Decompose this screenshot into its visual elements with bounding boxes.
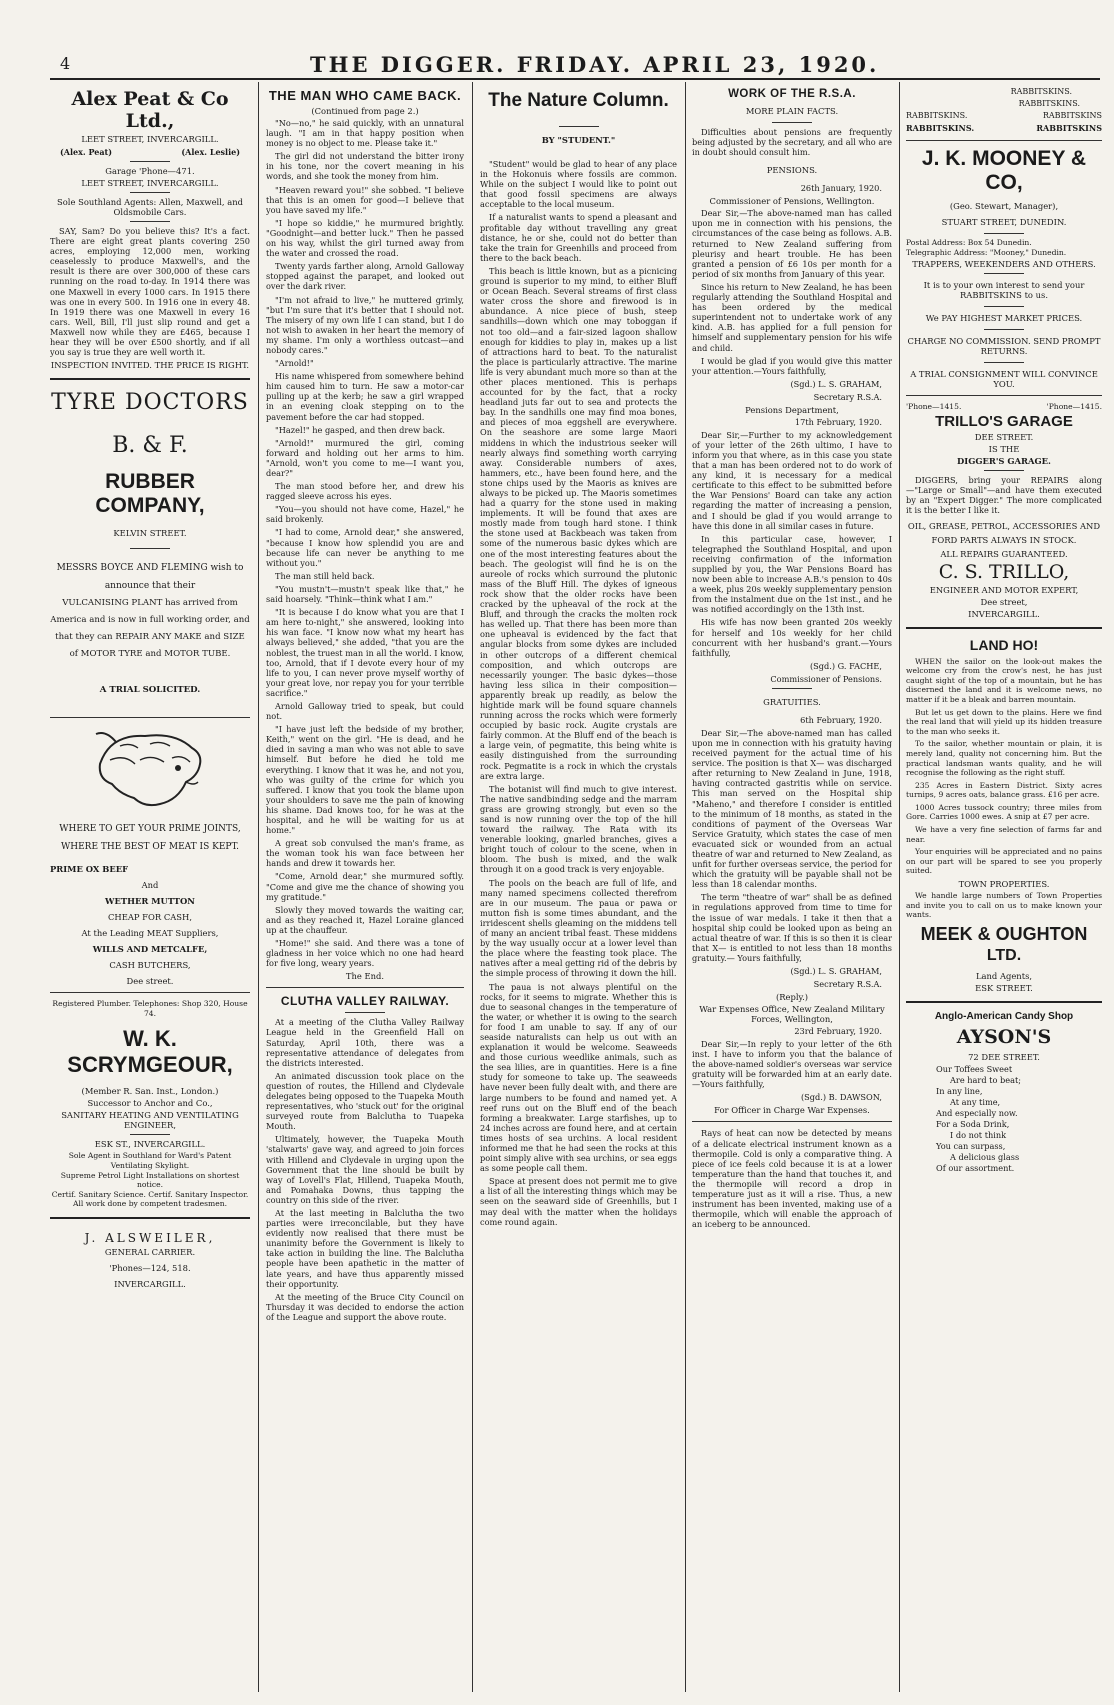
peat-footer: INSPECTION INVITED. THE PRICE IS RIGHT.	[50, 360, 250, 371]
poem-line: At any time,	[950, 1096, 1001, 1107]
reply-heading: (Reply.)	[775, 992, 809, 1002]
story-end: The End.	[345, 971, 385, 982]
peat-address: LEET STREET, INVERCARGILL.	[81, 134, 219, 144]
poem-line: For a Soda Drink,	[936, 1118, 1010, 1129]
scrym-successor: Successor to Anchor and Co.,	[87, 1098, 213, 1109]
trillo-is-the: IS THE	[988, 444, 1020, 455]
phone-left: 'Phone—1415.	[906, 402, 962, 412]
story-paragraph: Twenty yards farther along, Arnold Galloway stopped against the parapet, and looked out over the dark river.	[266, 261, 464, 292]
meat-cheap: CHEAP FOR CASH,	[108, 912, 192, 923]
trillo-inv: INVERCARGILL.	[968, 608, 1040, 619]
column-5	[906, 86, 1102, 1686]
clutha-paragraph: Ultimately, however, the Tuapeka Mouth 'stalwarts' gave way, and agreed to join forces with Hillend and Clydevale in urging upon the Government that the line should be built by way of Lovell's Flat, Hillend, Tuapeka Mouth, and Pomahaka Downs, thus tapping the country on this side of the river.	[266, 1134, 464, 1205]
tyre-body-1: MESSRS BOYCE AND FLEMING wish to announce that their	[56, 563, 244, 592]
story-paragraph: "Home!" she said. And there was a tone of gladness in her voice which no one had heard for five long, weary years.	[266, 938, 464, 969]
peat-address-2: LEET STREET, INVERCARGILL.	[81, 178, 219, 188]
mooney-name: J. K. MOONEY & CO,	[921, 147, 1087, 194]
alsweiler-trade: GENERAL CARRIER.	[104, 1246, 196, 1257]
scrym-street: ESK ST., INVERCARGILL.	[94, 1139, 206, 1150]
mooney-telegraphic: Telegraphic Address: "Mooney," Dunedin.	[906, 247, 1067, 257]
mooney-manager: (Geo. Stewart, Manager),	[949, 201, 1059, 211]
story-paragraph: "I hope so kiddie," he murmured brightly. "Goodnight—and better luck." Then he passed on his way, whilst the girl turned away from the water and crossed the road.	[266, 217, 464, 259]
peat-agents: Sole Southland Agents: Allen, Maxwell, and Oldsmobile Cars.	[57, 197, 243, 217]
peat-name: Alex Peat & Co Ltd.,	[71, 88, 229, 132]
land-paragraph: WHEN the sailor on the look-out makes the welcome cry from the crow's nest, he has just caught sight of the top of a mountain, but he has discerned the land and it is welcome news, no matter if it be a bleak and barren mountain.	[906, 656, 1102, 704]
tyre-company: RUBBER COMPANY,	[95, 470, 205, 518]
gratuities-heading: GRATUITIES.	[763, 696, 821, 707]
clutha-paragraph: At a meeting of the Clutha Valley Railway League held in the Greenfield Hall on Saturday, April 10th, there was a representative attendance of delegates from the districts interested.	[266, 1017, 464, 1068]
letter-to: Commissioner of Pensions, Wellington.	[709, 196, 875, 207]
meat-leading: At the Leading MEAT Suppliers,	[81, 928, 219, 939]
pensions-heading: PENSIONS.	[766, 165, 818, 176]
letter-role: Secretary R.S.A.	[813, 391, 882, 402]
land-paragraph: 1000 Acres tussock country; three miles from Gore. Carries 1000 ewes. A snip at £7 per acre.	[906, 802, 1102, 822]
nature-title: The Nature Column.	[488, 90, 669, 111]
nature-paragraph: The botanist will find much to give interest. The native sandbinding sedge and the marram grass are growing strongly, but even so the sand is now running over the top of the hill toward the railway. The Rata with its venerable looking, gnarled branches, gives a bright touch of colour to the scene, when in bloom. The bush is mixed, and the walk through it on a good track is very enjoyable.	[480, 783, 677, 875]
aysons-name: AYSON'S	[956, 1025, 1052, 1048]
story-paragraph: The man stood before her, and drew his ragged sleeve across his eyes.	[266, 481, 464, 502]
story-paragraph: "You mustn't—mustn't speak like that," he said hoarsely. "Think—think what I am."	[266, 583, 464, 605]
trillo-body: DIGGERS, bring your REPAIRS along —"Large or Small"—and have them executed by an "Expert Digger." The more complicated it is the better I like it.	[906, 475, 1102, 516]
mooney-postal: Postal Address: Box 54 Dunedin.	[906, 238, 1032, 247]
mooney-street: STUART STREET, DUNEDIN.	[941, 217, 1067, 227]
rabbitskins-line: RABBITSKINS.	[1010, 87, 1072, 96]
trillo-garage: TRILLO'S GARAGE	[935, 413, 1073, 431]
mooney-charge: CHARGE NO COMMISSION. SEND PROMPT RETURNS.	[907, 336, 1101, 357]
land-paragraph: To the sailor, whether mountain or plain, it is merely land, quality not concerning him. But the practical landsman wants quality, and he will recognise the following as the right stuff.	[906, 739, 1102, 778]
trillo-cs: C. S. TRILLO,	[938, 560, 1070, 583]
nature-paragraph: This beach is little known, but as a picnicing ground is superior to my mind, to either Bluff or Ocean Beach. Several streams of first class water cross the shore and firewood is in abundance. A nice piece of bush, steep sandhills—down which one may toboggan if not too old—and a fair-sized lagoon shallow enough for kiddies to play in, makes up a list of attractions hard to beat. To the naturalist the place is particularly attractive. The marine life is very abundant much more so than at the other places mentioned. This is perhaps accounted for by the fact, that a rocky headland juts far out to sea and protects the bay. In the sandhills one may find moa bones, and pieces of moa eggshell are everywhere. On the seashore are some large Maori middens in which the industrious seeker will nearly always find something worth carrying away. Considerable numbers of axes, hammers, etc., have been found here, and the stone chips used by the Maoris as knives are always to be picked up. The Maoris sometimes had a quarry for the stone used in making implements. It will be found that axes are mostly made from tough hard stone. I think the stone used at Backbeach was taken from some of the numerous basic dykes which are one of the most interesting features about the beach. The geologist will find he is on the aureole of rocks which surround the plutonic mass of the Bluff Hill. The dykes of igneous rock show that the older rocks have been cracked by the upheaval of the rock at the Bluff, and through the cracks the molten rock has welled up. That there has been more than one upheaval is evidenced by the fact that angular blocks from some dykes are included in other outcrops of a different chemical composition, and which outcrops are necessarily younger. The basic dykes—those having less silica in their composition—apparently break up readily, as below the hightide mark will be found square channels running across the rocks which were formerly occupied by basic rock. Augite crystals are fairly common. At the Bluff end of the beach is a large vein, of pegmatite, this being white is easily distinguished from the surrounding rock. Pegmatite is a rock in which the crystals are extra large.	[480, 265, 677, 781]
column-4	[692, 86, 892, 1686]
partner-1: (Alex. Peat)	[60, 147, 113, 157]
nature-paragraph: If a naturalist wants to spend a pleasant and profitable day without travelling any great distance, he or she, could not do better than take the train for Greenhills and proceed from there to the back beach.	[480, 212, 677, 263]
peat-body: SAY, Sam? Do you believe this? It's a fact. There are eight great plants covering 250 acres, employing 12,000 men, working ceaselessly to produce Maxwell's, and the result is there are over 300,000 of these cars running on the road to-day. In 1914 there was one Maxwell in every 1000 cars. In 1915 there was one in every 500. In 1916 one in every 48. In 1919 there was one Maxwell in every 16 cars. Well, Bill, I'll just slip round and get a Maxwell now while they are £465, because I hear they will be over £500 shortly, and if all you say is true they are well worth it.	[50, 226, 250, 358]
story-paragraph: "You—you should not have come, Hazel," he said brokenly.	[266, 504, 464, 525]
page-number: 4	[60, 54, 71, 73]
column-divider	[472, 82, 473, 1692]
letter-signature: (Sgd.) L. S. GRAHAM,	[790, 966, 882, 976]
poem-line: Our Toffees Sweet	[936, 1063, 1013, 1074]
scrym-sanitary: SANITARY HEATING AND VENTILATING ENGINEER,	[61, 1110, 239, 1131]
poem-line: I do not think	[950, 1129, 1007, 1140]
story-paragraph: A great sob convulsed the man's frame, as the woman took his wan face between her hands and drew it towards her.	[266, 838, 464, 869]
peat-phone: Garage 'Phone—471.	[105, 166, 195, 176]
poem-line: Of our assortment.	[936, 1162, 1015, 1173]
poem-line: A delicious glass	[950, 1151, 1020, 1162]
meat-and: And	[141, 880, 159, 891]
nature-paragraph: Space at present does not permit me to give a list of all the interesting things which may be seen on the seaward side of Greenhills, but I may deal with the matter when the holidays come round again.	[480, 1176, 677, 1227]
letter-body: I would be glad if you would give this matter your attention.—Yours faithfully,	[692, 355, 892, 376]
scrym-work: All work done by competent tradesmen.	[72, 1199, 227, 1209]
column-divider	[258, 82, 259, 1692]
alsweiler-advert	[50, 1231, 250, 1289]
alsweiler-name: J. ALSWEILER,	[84, 1230, 216, 1245]
phone-right: 'Phone—1415.	[1046, 402, 1102, 412]
mooney-trappers: TRAPPERS, WEEKENDERS AND OTHERS.	[912, 259, 1096, 270]
nature-paragraph: The paua is not always plentiful on the rocks, for it seems to migrate. Whether this is due to seasonal changes in the temperature of the water, or whether it is owing to the search for food I am unable to say. If any of our seaside naturalists can help us out with an explanation it would be welcome. Seaweeds and those curious weedlike animals, such as the sea lilies, are in quantities. Here is a fine study for someone to take up. The seaweeds have never been fully dealt with, and there are large numbers to be found and named yet. A reef runs out on the Bluff end of the beach forming a breakwater. Large starfishes, up to 24 inches across are found here, and at certain times hosts of sea urchins. A local resident informed me that he had seen the rocks at this point simply alive with sea urchins, or sea eggs as some people call them.	[480, 981, 677, 1174]
story-paragraph: "It is because I do know what you are that I am here to-night," she answered, looking into his wan face. "I know now what my heart has always believed," she added, "that you are the noblest, the truest man in all the world. I know, too, Arnold, that if I devote every hour of my life to you, I can never prove myself worthy of your great love, nor repay you for your terrible sacrifice."	[266, 607, 464, 698]
town-properties: TOWN PROPERTIES.	[958, 879, 1050, 890]
scrym-petrol: Supreme Petrol Light Installations on shortest notice.	[60, 1170, 240, 1190]
clutha-paragraph: An animated discussion took place on the question of routes, the Hillend and Clydevale delegates being opposed to the Tuapeka Mouth representatives, who 'stuck out' for the original surveyed route from Balclutha to Tuapeka Mouth.	[266, 1070, 464, 1132]
trillo-phones	[906, 402, 1102, 411]
meat-line-1: WHERE TO GET YOUR PRIME JOINTS,	[59, 824, 241, 835]
column-divider	[685, 82, 686, 1692]
story-paragraph: The girl did not understand the bitter irony in his tone, nor the covert meaning in his words, and she took the money from him.	[266, 151, 464, 182]
masthead	[50, 52, 1100, 76]
letter-role: For Officer in Charge War Expenses.	[714, 1105, 870, 1116]
letter-body: Dear Sir,—The above-named man has called upon me in connection with his gratuity having received payment for the actual time of his service. The position is that X— was discharged after returning to New Zealand in June, 1918, having contracted gastritis while on service. This man served on the Hospital ship "Maheno," and therefore I consider is entitled to the minimum of 18 months, as stated in the conditions of payment of the Overseas War Service Gratuity, which states the case of men evacuated sick or wounded from an actual theatre of war and returned to New Zealand, as unfit for further overseas service, the period for which the gratuity will be payable shall not be less than 18 calendar months.	[692, 727, 892, 890]
rabbitskins-line: RABBITSKINS.	[1018, 99, 1080, 108]
scrym-name: W. K. SCRYMGEOUR,	[67, 1026, 233, 1078]
letter-date: 23rd February, 1920.	[794, 1026, 882, 1036]
aysons-street: 72 DEE STREET.	[968, 1051, 1040, 1062]
peat-advert	[50, 88, 250, 370]
letter-role: Secretary R.S.A.	[813, 979, 882, 989]
story-paragraph: The man still held back.	[275, 570, 375, 581]
masthead-rule	[50, 78, 1100, 80]
letter-signature: (Sgd.) G. FACHE,	[809, 660, 882, 671]
column-2	[266, 86, 464, 1686]
rsa-intro: Difficulties about pensions are frequently being adjusted by the secretary, and all who are in doubt should consult him.	[692, 127, 892, 158]
trillo-engineer: ENGINEER AND MOTOR EXPERT,	[929, 584, 1079, 595]
meek-agents: Land Agents,	[975, 970, 1033, 981]
meat-prime: PRIME OX BEEF	[50, 864, 129, 875]
scrym-top: Registered Plumber. Telephones: Shop 320, House 74.	[52, 999, 248, 1018]
letter-body: Since his return to New Zealand, he has been regularly attending the Southland Hospital and has been ordered by the medical superintendent not to undertake work of any kind. A.B. has applied for a full pension for himself and supplementary pension for his wife and child.	[692, 281, 892, 353]
story-paragraph: "Arnold!" murmured the girl, coming forward and holding out her arms to him. "Arnold, won't you come to me—I want you, dear?"	[266, 437, 464, 478]
letter-from: Pensions Department,	[745, 404, 839, 415]
trillo-dee: DEE STREET.	[974, 432, 1034, 443]
mooney-pay: We PAY HIGHEST MARKET PRICES.	[925, 313, 1083, 324]
tyre-heading: TYRE DOCTORS	[51, 390, 249, 416]
story-continued: (Continued from page 2.)	[311, 106, 419, 116]
story-paragraph: Slowly they moved towards the waiting car, and as they reached it, Hazel Loraine glanced up at the chauffeur.	[266, 904, 464, 935]
column-1	[50, 86, 250, 1686]
story-paragraph: "I'm not afraid to live," he muttered grimly, "but I'm sure that it's better that I should not. The misery of my own life I can stand, but I do not wish to awaken in her heart the memory of my shame. I'm only a worthless outcast—and nobody cares."	[266, 294, 464, 355]
land-paragraph: We handle large numbers of Town Properties and invite you to call on us to make known your wants.	[906, 891, 1102, 920]
poem-line: Are hard to beat;	[950, 1074, 1022, 1085]
rabbitskins-line: RABBITSKINS	[1042, 111, 1102, 120]
letter-role: Commissioner of Pensions.	[770, 673, 882, 684]
partner-2: (Alex. Leslie)	[181, 147, 240, 157]
land-title: LAND HO!	[969, 636, 1039, 653]
story-paragraph: "Heaven reward you!" she sobbed. "I believe that this is an omen for good—I believe that you have saved my life."	[266, 184, 464, 215]
meat-wether: WETHER MUTTON	[105, 896, 195, 907]
mooney-trial: A TRIAL CONSIGNMENT WILL CONVINCE YOU.	[910, 369, 1098, 390]
rays-paragraph: Rays of heat can now be detected by means of a delicate electrical instrument known as a thermopile. Cold is only a comparative thing. A piece of ice feels cold because it is at a lower temperature than the hand that touches it, and the thermopile will record a drop in temperature just as it will a rise. Thus, a new instrument has been invented, making use of a thermopile, which will enable the approach of an iceberg to be announced.	[692, 1128, 892, 1230]
nature-paragraph: The pools on the beach are full of life, and many named specimens collected therefrom are in our museum. The paua or pawa or mutton fish is some times abundant, and the irridescent shells gleaming on the middens tell of many an ancient tribal feast. These middens by the way usually occur at a lower level than the place where the feasting took place. The natives after a meal getting rid of the debris by the simple process of throwing it down the hill.	[480, 877, 677, 979]
mooney-interest: It is to your own interest to send your RABBITSKINS to us.	[923, 280, 1085, 301]
scrymgeour-advert	[50, 999, 250, 1209]
trillo-diggers: DIGGER'S GARAGE.	[957, 456, 1051, 467]
story-paragraph: "Come, Arnold dear," she murmured softly. "Come and give me the chance of showing you my gratitude."	[266, 871, 464, 902]
alsweiler-town: INVERCARGILL.	[114, 1278, 186, 1289]
tyre-street: KELVIN STREET.	[113, 528, 187, 539]
meat-line-2: WHERE THE BEST OF MEAT IS KEPT.	[61, 842, 239, 853]
scrym-member: (Member R. San. Inst., London.)	[81, 1086, 219, 1097]
story-paragraph: His name whispered from somewhere behind him caused him to turn. He saw a motor-car pulling up at the kerb; he saw a girl wrapped in an evening cloak stepping on to the pavement before the car had stopped.	[266, 371, 464, 422]
land-paragraph: But let us get down to the plains. Here we find the real land that will yield up its hidden treasure to the man who seeks it.	[906, 707, 1102, 736]
letter-body: Dear Sir,—In reply to your letter of the 6th inst. I have to inform you that the balance of the above-named soldier's overseas war service gratuity will be forwarded him at an early date.—Yours faithfully,	[692, 1039, 892, 1090]
tyre-advert	[50, 390, 250, 695]
poem-line: You can surpass,	[936, 1140, 1006, 1151]
letter-body: His wife has now been granted 20s weekly for herself and 10s weekly for her child concurrent with her husband's grant.—Yours faithfully,	[692, 617, 892, 658]
letter-from: War Expenses Office, New Zealand Military Forces, Wellington,	[699, 1004, 885, 1024]
letter-body: Dear Sir,—Further to my acknowledgement of your letter of the 26th ultimo, I have to inform you that where, as in this case you state that a man has been ordered not to do work of any kind, it is necessary for a medical certificate to this effect to be submitted before the War Pensions' Board can take any action regarding the matter of increasing a pension, and I should be glad if you would arrange to have this done in all similar cases in future.	[692, 429, 892, 531]
meat-street: Dee street.	[126, 976, 174, 987]
rabbitskins-line: RABBITSKINS.	[906, 111, 968, 120]
rabbitskins-banner	[906, 86, 1102, 134]
rsa-sub: MORE PLAIN FACTS.	[745, 106, 839, 116]
meat-firm: WILLS AND METCALFE,	[92, 944, 208, 955]
meek-name: MEEK & OUGHTON	[920, 923, 1088, 944]
story-title: THE MAN WHO CAME BACK.	[268, 88, 462, 103]
letter-body: In this particular case, however, I telegraphed the Southland Hospital, and upon receiving confirmation of the information supplied by you, the War Pensions Board has now been able to increase A.B.'s pension to 40s a week, plus 20s weekly supplementary pension from the instalment due on the 1st inst., and he was notified accordingly on the 13th inst.	[692, 533, 892, 615]
meat-advert	[50, 724, 250, 986]
letter-date: 26th January, 1920.	[800, 183, 882, 194]
column-divider	[899, 82, 900, 1692]
meek-ltd: LTD.	[986, 946, 1022, 964]
land-paragraph: We have a very fine selection of farms far and near.	[906, 825, 1102, 844]
rabbitskins-line: RABBITSKINS.	[906, 123, 975, 133]
story-paragraph: "Arnold!"	[275, 358, 314, 369]
letter-body: Dear Sir,—The above-named man has called upon me in connection with his pensions, the circumstances of the case being as follows. A.B. returned to New Zealand suffering from pleurisy and heart trouble. He has been granted a pension of £6 10s per month for a period of six months from January of this year.	[692, 208, 892, 279]
poem-line: And especially now.	[936, 1107, 1018, 1118]
story-paragraph: "I have just left the bedside of my brother, Keith," went on the girl. "He is dead, and he died in saving a man who was not able to save himself. But before he died he told me everything. I know that it was he, and not you, who was guilty of the crime for which you suffered. I know that you took the blame upon your shoulders to save me the pain of knowing his shame. Dad knows too, for he was at the hospital, and he will be waiting for us at home."	[266, 724, 464, 836]
scrym-cert: Certif. Sanitary Science. Certif. Sanitary Inspector.	[51, 1189, 249, 1199]
letter-date: 17th February, 1920.	[794, 416, 882, 427]
story-paragraph: "No—no," he said quickly, with an unnatural laugh. "I am in that happy position when money is no object to me. Please take it."	[266, 118, 464, 149]
tyre-bf: B. & F.	[112, 433, 188, 459]
rsa-title: WORK OF THE R.S.A.	[728, 88, 856, 100]
nature-byline: BY "STUDENT."	[541, 135, 616, 145]
scrym-agent: Sole Agent in Southland for Ward's Patent Ventilating Skylight.	[68, 1151, 232, 1170]
trillo-dee-2: Dee street,	[980, 596, 1028, 607]
rabbitskins-line: RABBITSKINS	[1036, 123, 1102, 133]
clutha-title: CLUTHA VALLEY RAILWAY.	[280, 994, 450, 1009]
story-paragraph: Arnold Galloway tried to speak, but could not.	[266, 700, 464, 722]
tyre-trial: A TRIAL SOLICITED.	[99, 685, 201, 696]
trillo-oil: OIL, GREASE, PETROL, ACCESSORIES AND FORD PARTS ALWAYS IN STOCK.	[907, 520, 1101, 545]
story-paragraph: "Hazel!" he gasped, and then drew back.	[275, 424, 445, 435]
column-3	[480, 86, 677, 1686]
land-paragraph: 235 Acres in Eastern District. Sixty acres turnips, 9 acres oats, balance grass. £16 per acre.	[906, 780, 1102, 800]
meat-cash: CASH BUTCHERS,	[109, 960, 191, 971]
newspaper-title: THE DIGGER. FRIDAY. APRIL 23, 1920.	[310, 52, 880, 77]
land-paragraph: Your enquiries will be appreciated and no pains on our part will be spared to see you properly suited.	[906, 847, 1102, 876]
tyre-body-2: VULCANISING PLANT has arrived from America and is now in full working order, and that they can REPAIR ANY MAKE and SIZE of MOTOR TYRE and MOTOR TUBE.	[50, 598, 250, 660]
story-paragraph: "I had to come, Arnold dear," she answered, "because I know how splendid you are and because life can never be anything to me without you."	[266, 527, 464, 568]
nature-paragraph: "Student" would be glad to hear of any place in the Hokonuis where fossils are common. While on the subject I would like to point out that good fossil specimens are always acceptable to the local museum.	[480, 159, 677, 210]
clutha-paragraph: At the last meeting in Balclutha the two parties were irreconcilable, but they have evidently now realised that there must be unanimity before the Government is likely to take action in building the line. The Balclutha people have been apathetic in the matter of late years, and have thus apparently missed their opportunity.	[266, 1208, 464, 1289]
poem-line: In any line,	[936, 1085, 983, 1096]
alsweiler-phones: 'Phones—124, 518.	[109, 1262, 191, 1273]
trillo-guaranteed: ALL REPAIRS GUARANTEED.	[940, 548, 1068, 559]
letter-signature: (Sgd.) B. DAWSON,	[800, 1092, 882, 1103]
letter-signature: (Sgd.) L. S. GRAHAM,	[790, 378, 882, 389]
ox-head-icon	[90, 724, 210, 812]
anglo-title: Anglo-American Candy Shop	[934, 1010, 1074, 1022]
meek-esk: ESK STREET.	[975, 982, 1033, 993]
clutha-paragraph: At the meeting of the Bruce City Council on Thursday it was decided to endorse the action of the League and support the above route.	[266, 1291, 464, 1322]
letter-date: 6th February, 1920.	[800, 714, 882, 725]
letter-body: The term "theatre of war" shall be as defined in regulations approved from time to time for the issue of war medals. I take it then that a hospital ship could be looked upon as being an actual theatre of war. If this is so then it is clear that X— is entitled to not less than 18 months gratuity.— Yours faithfully,	[692, 892, 892, 963]
aysons-poem	[936, 1064, 1102, 1174]
